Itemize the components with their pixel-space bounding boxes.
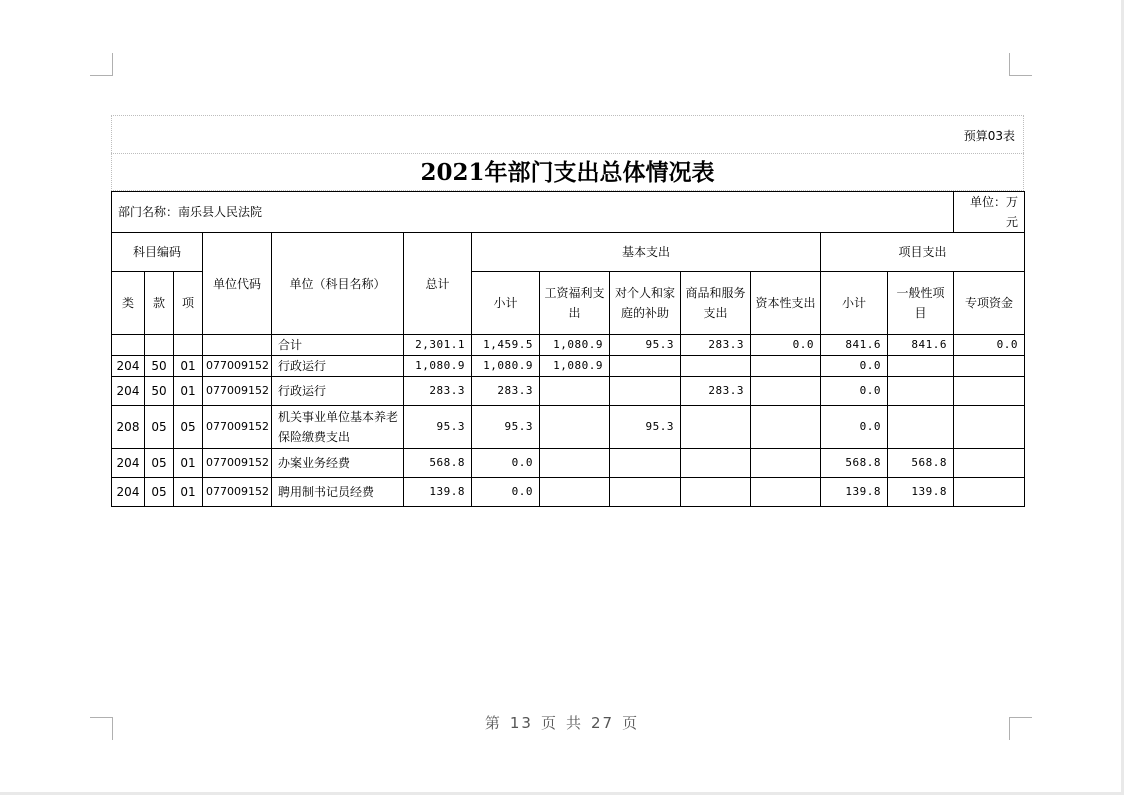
header-project-subtotal: 小计 bbox=[821, 272, 888, 335]
cell-special bbox=[954, 478, 1025, 507]
header-goods: 商品和服务支出 bbox=[681, 272, 751, 335]
footer-ye2: 页 bbox=[622, 714, 640, 732]
cell-personal bbox=[610, 356, 681, 377]
cell-total: 2,301.1 bbox=[404, 335, 472, 356]
page-number: 13 bbox=[509, 714, 533, 732]
table-row bbox=[112, 377, 1025, 406]
header-salary: 工资福利支出 bbox=[540, 272, 610, 335]
cell-kuan: 05 bbox=[145, 449, 174, 478]
cell-special bbox=[954, 377, 1025, 406]
department-row bbox=[112, 192, 1025, 233]
cell-unit-code: 077009152 bbox=[203, 377, 272, 406]
header-basic: 基本支出 bbox=[472, 233, 821, 272]
cell-goods bbox=[681, 356, 751, 377]
cell-salary bbox=[540, 377, 610, 406]
header-general: 一般性项目 bbox=[888, 272, 954, 335]
page-footer bbox=[0, 712, 1124, 733]
header-kuan: 款 bbox=[145, 272, 174, 335]
cell-salary: 1,080.9 bbox=[540, 335, 610, 356]
total-pages: 27 bbox=[591, 714, 615, 732]
cell-basic-subtotal: 1,080.9 bbox=[472, 356, 540, 377]
header-unit-code: 单位代码 bbox=[203, 233, 272, 335]
cell-salary bbox=[540, 449, 610, 478]
table-number: 预算03表 bbox=[111, 115, 1024, 153]
cell-lei: 204 bbox=[112, 377, 145, 406]
cell-goods bbox=[681, 449, 751, 478]
cell-unit-name: 行政运行 bbox=[272, 356, 404, 377]
cell-general: 841.6 bbox=[888, 335, 954, 356]
table-row bbox=[112, 406, 1025, 449]
header-basic-subtotal: 小计 bbox=[472, 272, 540, 335]
cell-basic-subtotal: 95.3 bbox=[472, 406, 540, 449]
header-row-1 bbox=[112, 233, 1025, 272]
cell-personal: 95.3 bbox=[610, 335, 681, 356]
cell-general: 139.8 bbox=[888, 478, 954, 507]
cell-lei bbox=[112, 335, 145, 356]
cell-special bbox=[954, 449, 1025, 478]
table-row bbox=[112, 356, 1025, 377]
cell-unit-name: 机关事业单位基本养老保险缴费支出 bbox=[272, 406, 404, 449]
cell-unit-name: 聘用制书记员经费 bbox=[272, 478, 404, 507]
header-personal: 对个人和家庭的补助 bbox=[610, 272, 681, 335]
cell-total: 95.3 bbox=[404, 406, 472, 449]
header-unit-name: 单位（科目名称） bbox=[272, 233, 404, 335]
header-xiang: 项 bbox=[174, 272, 203, 335]
cell-salary bbox=[540, 478, 610, 507]
cell-unit-name: 行政运行 bbox=[272, 377, 404, 406]
cell-capital bbox=[751, 377, 821, 406]
cell-special: 0.0 bbox=[954, 335, 1025, 356]
cell-general bbox=[888, 406, 954, 449]
cell-kuan: 50 bbox=[145, 356, 174, 377]
header-project: 项目支出 bbox=[821, 233, 1025, 272]
cell-basic-subtotal: 0.0 bbox=[472, 478, 540, 507]
cell-basic-subtotal: 283.3 bbox=[472, 377, 540, 406]
header-subject-code: 科目编码 bbox=[112, 233, 203, 272]
cell-capital bbox=[751, 406, 821, 449]
header-capital: 资本性支出 bbox=[751, 272, 821, 335]
cell-lei: 204 bbox=[112, 449, 145, 478]
cell-kuan: 05 bbox=[145, 478, 174, 507]
cell-capital bbox=[751, 449, 821, 478]
crop-mark-top-right bbox=[1009, 53, 1032, 76]
cell-project-subtotal: 139.8 bbox=[821, 478, 888, 507]
cell-personal bbox=[610, 478, 681, 507]
footer-ye: 页 bbox=[540, 714, 558, 732]
cell-capital bbox=[751, 356, 821, 377]
cell-basic-subtotal: 0.0 bbox=[472, 449, 540, 478]
cell-unit-code: 077009152 bbox=[203, 356, 272, 377]
cell-project-subtotal: 568.8 bbox=[821, 449, 888, 478]
cell-project-subtotal: 841.6 bbox=[821, 335, 888, 356]
header-special: 专项资金 bbox=[954, 272, 1025, 335]
table-row-total bbox=[112, 335, 1025, 356]
cell-salary bbox=[540, 406, 610, 449]
cell-unit-code: 077009152 bbox=[203, 406, 272, 449]
footer-gong: 共 bbox=[566, 714, 584, 732]
cell-project-subtotal: 0.0 bbox=[821, 356, 888, 377]
cell-xiang: 01 bbox=[174, 449, 203, 478]
table-row bbox=[112, 449, 1025, 478]
cell-project-subtotal: 0.0 bbox=[821, 377, 888, 406]
cell-personal: 95.3 bbox=[610, 406, 681, 449]
cell-lei: 208 bbox=[112, 406, 145, 449]
cell-capital bbox=[751, 478, 821, 507]
cell-lei: 204 bbox=[112, 356, 145, 377]
header-lei: 类 bbox=[112, 272, 145, 335]
cell-general: 568.8 bbox=[888, 449, 954, 478]
cell-goods bbox=[681, 478, 751, 507]
department-name: 部门名称：南乐县人民法院 bbox=[112, 192, 954, 233]
cell-unit-code: 077009152 bbox=[203, 449, 272, 478]
unit-label: 单位：万元 bbox=[954, 192, 1025, 233]
cell-xiang: 01 bbox=[174, 356, 203, 377]
cell-xiang: 01 bbox=[174, 377, 203, 406]
cell-total: 283.3 bbox=[404, 377, 472, 406]
cell-general bbox=[888, 377, 954, 406]
cell-general bbox=[888, 356, 954, 377]
cell-goods: 283.3 bbox=[681, 377, 751, 406]
cell-xiang: 01 bbox=[174, 478, 203, 507]
cell-goods bbox=[681, 406, 751, 449]
cell-special bbox=[954, 406, 1025, 449]
cell-unit-name: 办案业务经费 bbox=[272, 449, 404, 478]
footer-di: 第 bbox=[484, 714, 502, 732]
cell-basic-subtotal: 1,459.5 bbox=[472, 335, 540, 356]
expenditure-table bbox=[111, 191, 1025, 507]
cell-personal bbox=[610, 449, 681, 478]
cell-goods: 283.3 bbox=[681, 335, 751, 356]
cell-unit-code bbox=[203, 335, 272, 356]
crop-mark-top-left bbox=[90, 53, 113, 76]
cell-total: 1,080.9 bbox=[404, 356, 472, 377]
cell-total: 139.8 bbox=[404, 478, 472, 507]
cell-kuan: 05 bbox=[145, 406, 174, 449]
document-title: 2021年部门支出总体情况表 bbox=[111, 153, 1024, 191]
cell-capital: 0.0 bbox=[751, 335, 821, 356]
cell-total: 568.8 bbox=[404, 449, 472, 478]
table-row bbox=[112, 478, 1025, 507]
cell-lei: 204 bbox=[112, 478, 145, 507]
cell-kuan: 50 bbox=[145, 377, 174, 406]
header-total: 总计 bbox=[404, 233, 472, 335]
cell-personal bbox=[610, 377, 681, 406]
cell-xiang: 05 bbox=[174, 406, 203, 449]
cell-special bbox=[954, 356, 1025, 377]
cell-kuan bbox=[145, 335, 174, 356]
cell-salary: 1,080.9 bbox=[540, 356, 610, 377]
cell-project-subtotal: 0.0 bbox=[821, 406, 888, 449]
cell-unit-name: 合计 bbox=[272, 335, 404, 356]
cell-xiang bbox=[174, 335, 203, 356]
budget-sheet bbox=[111, 115, 1024, 507]
cell-unit-code: 077009152 bbox=[203, 478, 272, 507]
